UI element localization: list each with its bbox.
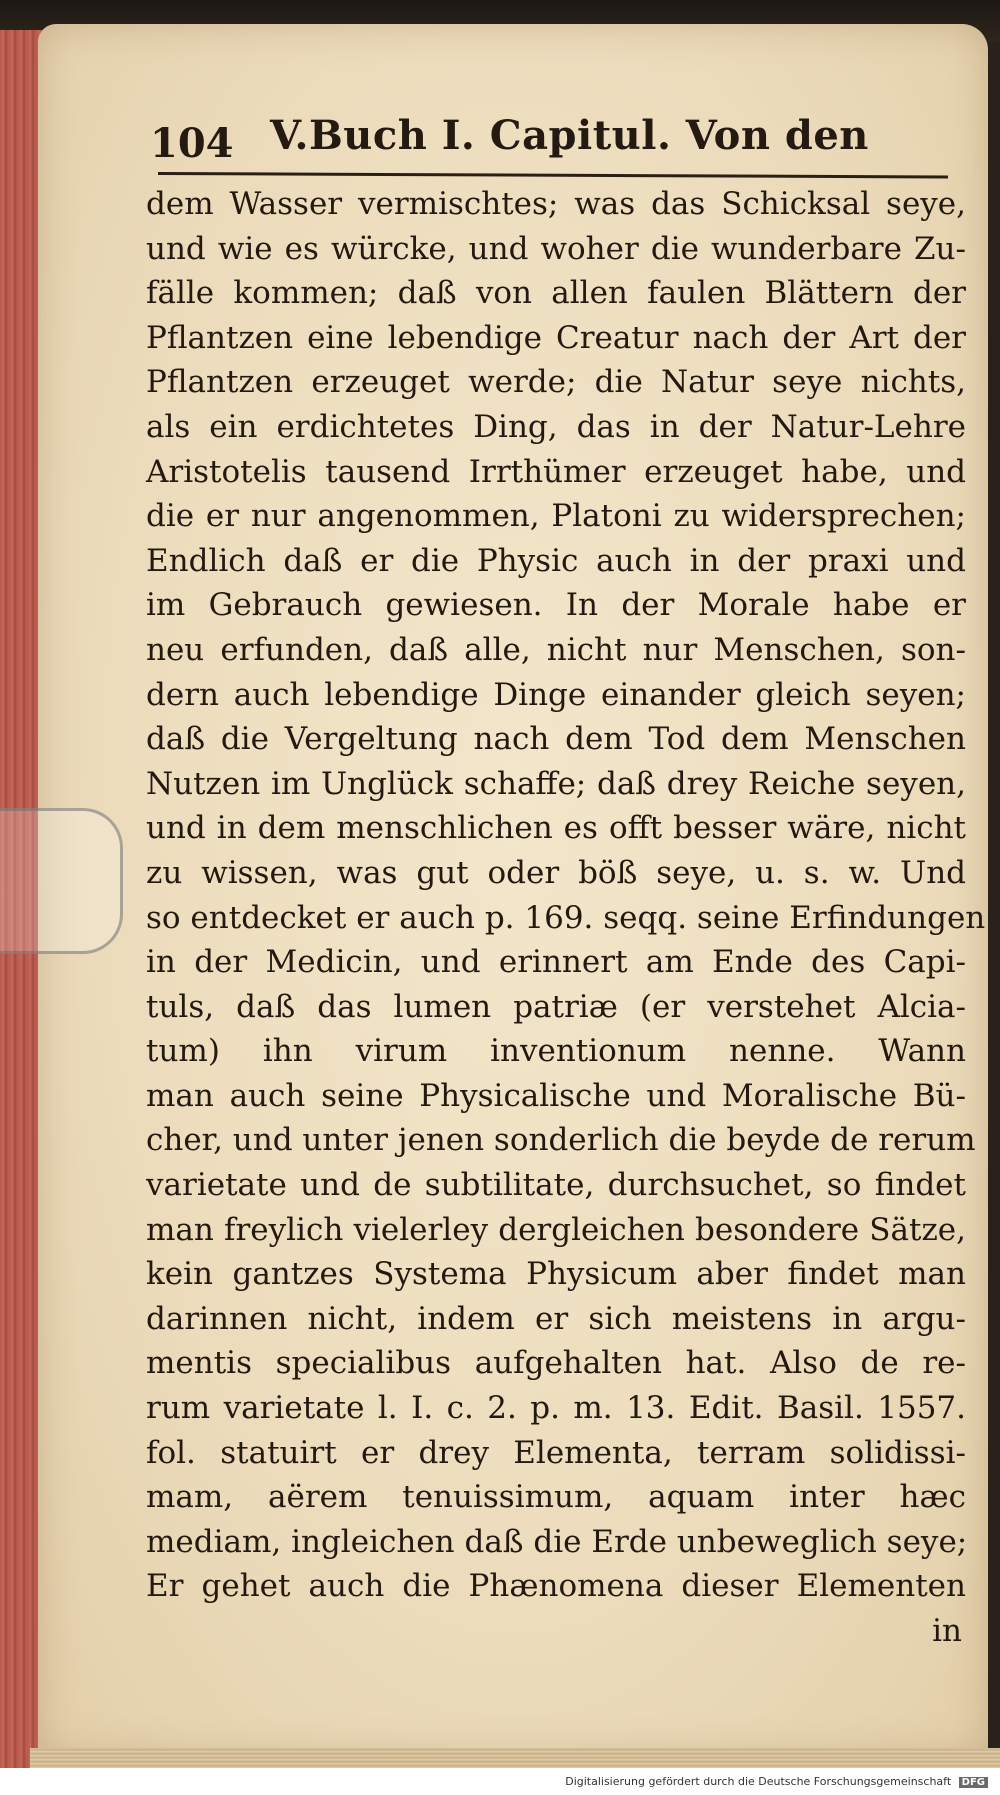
- text-line: man auch seine Physicalische und Moralische Bü-: [146, 1077, 966, 1114]
- page-header: [150, 112, 940, 172]
- text-line: Nutzen im Unglück schaffe; daß drey Reiche seyen,: [146, 765, 966, 802]
- digitization-note: Digitalisierung gefördert durch die Deutsche Forschungsgemeinschaft: [565, 1775, 952, 1788]
- text-line: neu erfunden, daß alle, nicht nur Menschen, son-: [146, 631, 966, 668]
- text-line: tum) ihn virum inventionum nenne. Wann: [146, 1033, 966, 1070]
- text-line: die er nur angenommen, Platoni zu widersprechen;: [146, 498, 966, 535]
- body-text: [146, 182, 986, 1654]
- text-line: varietate und de subtilitate, durchsuchet, so findet: [146, 1167, 966, 1204]
- text-line: tuls, daß das lumen patriæ (er verstehet Alcia-: [146, 988, 966, 1025]
- bookmark-clip: [0, 808, 123, 954]
- text-line: mam, aërem tenuissimum, aquam inter hæc: [146, 1479, 966, 1516]
- text-line: man freylich vielerley dergleichen besondere Sätze,: [146, 1211, 966, 1248]
- text-line: in der Medicin, und erinnert am Ende des Capi-: [146, 944, 966, 981]
- text-line: Pflantzen erzeuget werde; die Natur seye nichts,: [146, 364, 966, 401]
- text-line: darinnen nicht, indem er sich meistens in argu-: [146, 1300, 966, 1337]
- text-line: im Gebrauch gewiesen. In der Morale habe er: [146, 587, 966, 624]
- text-line: Er gehet auch die Phænomena dieser Elementen: [146, 1568, 966, 1605]
- text-line: mediam, ingleichen daß die Erde unbeweglich seye;: [146, 1523, 968, 1560]
- text-line: Endlich daß er die Physic auch in der praxi und: [146, 542, 966, 579]
- text-line: in: [932, 1613, 962, 1649]
- page-number: 104: [150, 120, 234, 167]
- text-line: Aristotelis tausend Irrthümer erzeuget habe, und: [146, 453, 966, 490]
- text-line: fälle kommen; daß von allen faulen Blättern der: [146, 275, 966, 312]
- text-line: cher, und unter jenen sonderlich die beyde de rerum: [146, 1122, 976, 1159]
- digitization-footer: [565, 1775, 988, 1788]
- text-line: dem Wasser vermischtes; was das Schicksal seye,: [146, 186, 966, 222]
- text-line: daß die Vergeltung nach dem Tod dem Menschen: [146, 721, 966, 758]
- text-line: so entdecket er auch p. 169. seqq. seine Erfindungen: [146, 899, 986, 936]
- text-line: und in dem menschlichen es offt besser wäre, nicht: [146, 810, 966, 847]
- text-line: zu wissen, was gut oder böß seye, u. s. w. Und: [146, 854, 966, 891]
- text-line: und wie es würcke, und woher die wunderbare Zu-: [146, 230, 966, 267]
- text-line: als ein erdichtetes Ding, das in der Natur-Lehre: [146, 408, 966, 445]
- text-line: fol. statuirt er drey Elementa, terram solidissi-: [146, 1434, 966, 1471]
- text-line: kein gantzes Systema Physicum aber findet man: [146, 1256, 966, 1293]
- text-line: dern auch lebendige Dinge einander gleich seyen;: [146, 676, 966, 713]
- text-line: mentis specialibus aufgehalten hat. Also de re-: [146, 1345, 966, 1382]
- text-line: rum varietate l. I. c. 2. p. m. 13. Edit. Basil. 1557.: [146, 1390, 966, 1427]
- text-line: Pflantzen eine lebendige Creatur nach der Art der: [146, 319, 966, 356]
- dfg-logo: DFG: [959, 1777, 988, 1788]
- running-title: V.Buch I. Capitul. Von den: [270, 112, 869, 159]
- page-stack-edge: [30, 1748, 1000, 1768]
